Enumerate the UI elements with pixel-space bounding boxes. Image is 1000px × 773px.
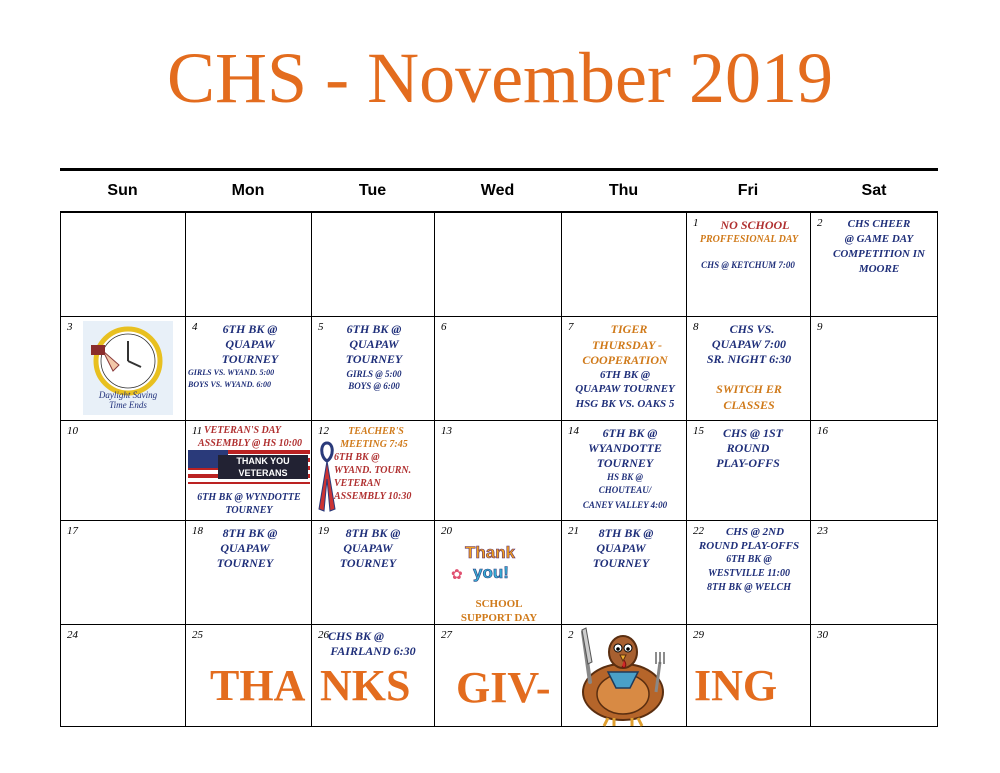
day-number: 11 — [192, 425, 203, 437]
weekday-mon: Mon — [231, 182, 265, 199]
event-text: 6TH BK @ — [599, 369, 651, 381]
day-cell-8 — [687, 317, 811, 421]
event-text: TOURNEY — [592, 556, 650, 570]
day-number: 27 — [441, 629, 452, 641]
day-number: 26 — [318, 629, 329, 641]
day-cell-20 — [435, 521, 562, 625]
event-text: THURSDAY - — [592, 338, 662, 352]
event-text: QUAPAW TOURNEY — [575, 383, 675, 395]
day-cell-14 — [562, 421, 687, 521]
event-text: 8TH BK @ WELCH — [707, 582, 791, 593]
event-text: ROUND PLAY-OFFS — [698, 540, 800, 552]
event-text: BOYS @ 6:00 — [348, 381, 400, 391]
calendar-grid — [60, 212, 938, 727]
event-text: 8TH BK @ — [222, 526, 278, 540]
day-number: 16 — [817, 425, 828, 437]
daylight-caption — [83, 391, 173, 411]
daylight-saving-image — [83, 321, 173, 415]
event-text: TOURNEY — [216, 556, 274, 570]
day-number: 15 — [693, 425, 704, 437]
day-cell-empty — [186, 213, 312, 317]
event-text: MEETING 7:45 — [340, 439, 408, 450]
event-text: QUAPAW — [225, 337, 275, 351]
event-text: 6TH BK @ — [334, 452, 380, 463]
event-text: PLAY-OFFS — [716, 456, 780, 470]
day-number: 8 — [693, 321, 699, 333]
page-title: CHS - November 2019 — [167, 38, 833, 118]
event-text: SR. NIGHT 6:30 — [706, 352, 792, 366]
event-text: CHS VS. — [729, 322, 775, 336]
day-cell-24 — [61, 625, 186, 726]
daylight-caption-line: Time Ends — [109, 399, 147, 410]
weekday-thu: Thu — [608, 182, 639, 199]
weekday-wed: Wed — [480, 182, 515, 199]
event-text: 6TH BK @ — [222, 322, 278, 336]
day-number: 5 — [318, 321, 324, 333]
event-text: QUAPAW — [220, 541, 270, 555]
day-number: 13 — [441, 425, 452, 437]
day-cell-11 — [186, 421, 312, 521]
day-number: 25 — [192, 629, 203, 641]
event-text: COOPERATION — [582, 353, 668, 367]
turkey-icon — [568, 622, 678, 727]
event-text: TOURNEY — [221, 352, 279, 366]
weekday-sat: Sat — [861, 182, 887, 199]
event-text: 6TH BK @ — [726, 554, 772, 565]
day-number: 22 — [693, 525, 704, 537]
event-text: SWITCH ER — [716, 382, 782, 396]
day-cell-17 — [61, 521, 186, 625]
veterans-flag-banner — [188, 450, 310, 484]
day-number: 7 — [568, 321, 574, 333]
event-text: TIGER — [610, 322, 648, 336]
event-text: COMPETITION IN — [833, 248, 925, 260]
day-number: 2 — [568, 629, 574, 641]
day-number: 3 — [67, 321, 73, 333]
event-text: SUPPORT DAY — [460, 612, 538, 624]
event-text: CHS @ 2ND — [725, 526, 785, 538]
event-text: NO SCHOOL — [720, 218, 790, 232]
day-cell-1 — [687, 213, 811, 317]
event-text: MOORE — [858, 263, 900, 275]
event-text: CHS @ 1ST — [723, 426, 783, 440]
event-text: VETERAN'S DAY — [204, 425, 281, 436]
event-text: FAIRLAND 6:30 — [330, 644, 416, 658]
day-number: 30 — [817, 629, 828, 641]
event-text: 8TH BK @ — [598, 526, 654, 540]
event-text: SCHOOL — [475, 598, 523, 610]
event-text: ASSEMBLY 10:30 — [334, 491, 412, 502]
event-text: CLASSES — [723, 398, 775, 412]
event-text: GIRLS @ 5:00 — [346, 369, 402, 379]
weekday-tue: Tue — [358, 182, 387, 199]
event-text: CHS CHEER — [847, 218, 911, 230]
weekday-header — [60, 171, 938, 213]
day-number: 20 — [441, 525, 452, 537]
day-cell-21 — [562, 521, 687, 625]
banner-line: VETERANS — [238, 468, 288, 478]
event-text: WYANDOTTE — [588, 441, 662, 455]
day-cell-2 — [811, 213, 937, 317]
event-text: VETERAN — [334, 478, 381, 489]
day-cell-15 — [687, 421, 811, 521]
event-text: HS BK @ — [607, 472, 643, 482]
day-cell-12 — [312, 421, 435, 521]
event-text: HSG BK VS. OAKS 5 — [575, 398, 675, 410]
day-number: 10 — [67, 425, 78, 437]
day-cell-19 — [312, 521, 435, 625]
event-text: 6TH BK @ WYNDOTTE — [197, 492, 301, 503]
day-number: 14 — [568, 425, 579, 437]
day-number: 23 — [817, 525, 828, 537]
event-text: 6TH BK @ — [602, 426, 658, 440]
day-number: 19 — [318, 525, 329, 537]
event-text: TEACHER'S — [348, 426, 404, 437]
event-text: QUAPAW — [343, 541, 393, 555]
event-text: QUAPAW 7:00 — [711, 337, 787, 351]
event-text: 8TH BK @ — [345, 526, 401, 540]
event-text: CHS BK @ — [328, 629, 385, 643]
day-number: 24 — [67, 629, 78, 641]
day-number: 2 — [817, 217, 823, 229]
day-number: 9 — [817, 321, 823, 333]
event-text: 6TH BK @ — [346, 322, 402, 336]
thank-you-text: you! — [473, 563, 509, 582]
day-cell-9 — [811, 317, 937, 421]
thanksgiving-text: THA — [210, 661, 306, 710]
day-cell-empty — [312, 213, 435, 317]
event-text: ASSEMBLY @ HS 10:00 — [198, 438, 302, 449]
daylight-caption-line: Daylight Saving — [98, 390, 158, 400]
day-cell-10 — [61, 421, 186, 521]
event-text: TOURNEY — [596, 456, 654, 470]
event-text: BOYS VS. WYAND. 6:00 — [188, 380, 272, 389]
thanksgiving-text: GIV- — [456, 663, 551, 712]
day-cell-16 — [811, 421, 937, 521]
day-cell-7 — [562, 317, 687, 421]
event-text: @ GAME DAY — [844, 233, 914, 245]
day-number: 21 — [568, 525, 579, 537]
thanksgiving-text: NKS — [320, 661, 411, 710]
day-cell-22 — [687, 521, 811, 625]
event-text: PROFFESIONAL DAY — [699, 234, 799, 245]
day-cell-empty — [61, 213, 186, 317]
thank-you-text: Thank — [465, 543, 516, 562]
day-number: 17 — [67, 525, 78, 537]
flower-icon: ✿ — [451, 568, 463, 583]
day-number: 29 — [693, 629, 704, 641]
event-text: WESTVILLE 11:00 — [708, 568, 790, 579]
event-text: CHS @ KETCHUM 7:00 — [701, 260, 795, 270]
day-cell-13 — [435, 421, 562, 521]
day-cell-4 — [186, 317, 312, 421]
event-text: QUAPAW — [349, 337, 399, 351]
weekday-fri: Fri — [737, 182, 759, 199]
day-cell-6 — [435, 317, 562, 421]
day-cell-empty — [435, 213, 562, 317]
event-text: TOURNEY — [339, 556, 397, 570]
weekday-sun: Sun — [107, 182, 138, 199]
veterans-banner-text — [218, 455, 308, 479]
day-number: 1 — [693, 217, 699, 229]
banner-line: THANK YOU — [236, 456, 290, 466]
event-text: ROUND — [726, 441, 770, 455]
event-text: CANEY VALLEY 4:00 — [582, 500, 668, 510]
day-cell-30 — [811, 625, 937, 726]
day-number: 6 — [441, 321, 447, 333]
event-text: WYAND. TOURN. — [334, 465, 412, 476]
day-cell-3 — [61, 317, 186, 421]
event-text: TOURNEY — [225, 505, 273, 516]
event-text: GIRLS VS. WYAND. 5:00 — [188, 368, 275, 377]
event-text: CHOUTEAU/ — [598, 485, 652, 495]
day-number: 4 — [192, 321, 198, 333]
day-cell-empty — [562, 213, 687, 317]
thank-you-graphic — [451, 541, 547, 591]
day-cell-18 — [186, 521, 312, 625]
day-number: 18 — [192, 525, 203, 537]
day-cell-5 — [312, 317, 435, 421]
day-number: 12 — [318, 425, 329, 437]
thanksgiving-text: ING — [694, 661, 778, 710]
event-text: TOURNEY — [345, 352, 403, 366]
day-cell-23 — [811, 521, 937, 625]
event-text: QUAPAW — [596, 541, 646, 555]
